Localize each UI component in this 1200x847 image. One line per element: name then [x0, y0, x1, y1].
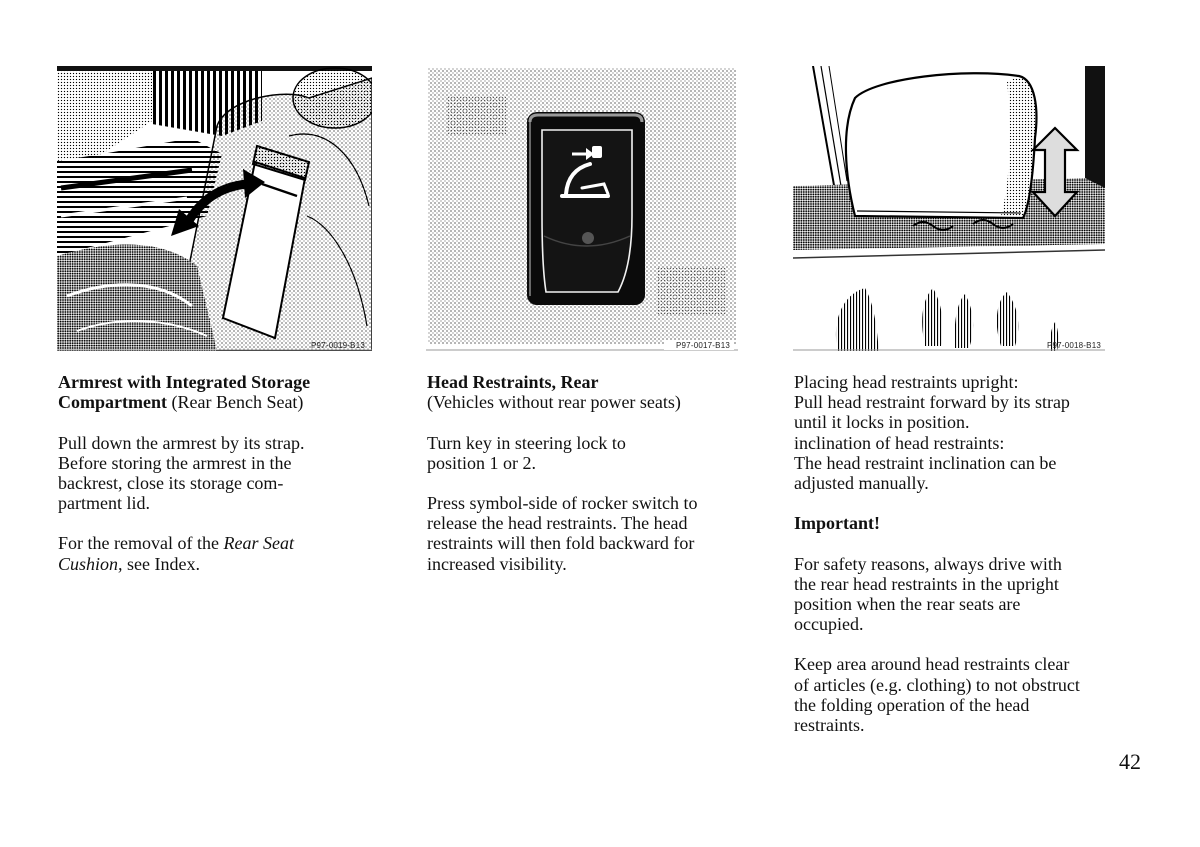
text-segment: For the removal of the [58, 533, 224, 554]
section-title-bold: Compartment [58, 392, 167, 413]
text-line: occupied. [794, 614, 864, 635]
section-subtitle: (Vehicles without rear power seats) [427, 392, 681, 413]
switch-indicator-dot [582, 232, 594, 244]
cross-reference: Rear Seat [223, 533, 294, 554]
text-line: partment lid. [58, 493, 150, 514]
page-number: 42 [1119, 749, 1141, 774]
section-title: Armrest with Integrated Storage [58, 372, 311, 392]
text-line: Pull down the armrest by its strap. [58, 432, 305, 453]
figure-armrest [57, 66, 372, 351]
column-armrest [58, 372, 310, 574]
text-line: position when the rear seats are [794, 593, 1021, 614]
text-line: Press symbol-side of rocker switch to [427, 493, 698, 514]
figure-label: P97-0018-B13 [1047, 341, 1101, 350]
text-line: inclination of head restraints: [794, 432, 1005, 453]
rocker-switch-illustration [426, 66, 738, 351]
text-line: adjusted manually. [794, 472, 929, 493]
paragraph [794, 372, 1080, 493]
text-line: of articles (e.g. clothing) to not obstruct [794, 674, 1080, 695]
text-line: Turn key in steering lock to [427, 432, 626, 453]
figure-label: P97-0019-B13 [311, 341, 365, 350]
paragraph [58, 533, 310, 573]
text-line: until it locks in position. [794, 412, 970, 433]
section-title-line2 [58, 392, 310, 412]
armrest-illustration [57, 66, 372, 351]
rocker-switch [527, 112, 645, 305]
text-line: The head restraint inclination can be [794, 452, 1057, 473]
text-line [58, 533, 310, 553]
important-note [794, 513, 1080, 533]
column-head-restraints [427, 372, 697, 574]
text-line: restraints. [794, 714, 865, 735]
text-line: Pull head restraint forward by its strap [794, 392, 1070, 413]
text-line: Keep area around head restraints clear [794, 654, 1070, 675]
cross-reference: Cushion, [58, 553, 123, 574]
panel-shade [446, 96, 506, 136]
figure-head-restraint [793, 66, 1105, 351]
text-line: position 1 or 2. [427, 452, 537, 473]
figure-rocker-switch [426, 66, 738, 351]
section-title: Head Restraints, Rear [427, 372, 599, 392]
text-line: restraints will then fold backward for [427, 533, 695, 554]
figure-label: P97-0017-B13 [676, 341, 730, 350]
text-line: the folding operation of the head [794, 694, 1030, 715]
text-line: For safety reasons, always drive with [794, 553, 1062, 574]
paragraph [427, 433, 697, 473]
text-line: Placing head restraints upright: [794, 372, 1019, 392]
paragraph [794, 654, 1080, 735]
paragraph [427, 493, 697, 574]
rear-window-trim [1085, 66, 1105, 191]
text-line: release the head restraints. The head [427, 513, 688, 534]
important-heading: Important! [794, 513, 880, 534]
panel-shade [656, 266, 726, 316]
headrest [293, 68, 372, 128]
head-restraint-illustration [793, 66, 1105, 351]
text-line: backrest, close its storage com- [58, 472, 284, 493]
paragraph [794, 554, 1080, 635]
text-line: the rear head restraints in the upright [794, 573, 1059, 594]
text-line: Before storing the armrest in the [58, 452, 292, 473]
column-head-restraint-position [794, 372, 1080, 735]
text-segment: see Index. [122, 553, 200, 574]
section-title-note: (Rear Bench Seat) [166, 392, 304, 413]
text-line: increased visibility. [427, 553, 567, 574]
head-restraint [846, 73, 1037, 218]
text-line [58, 554, 310, 574]
paragraph [58, 433, 310, 514]
